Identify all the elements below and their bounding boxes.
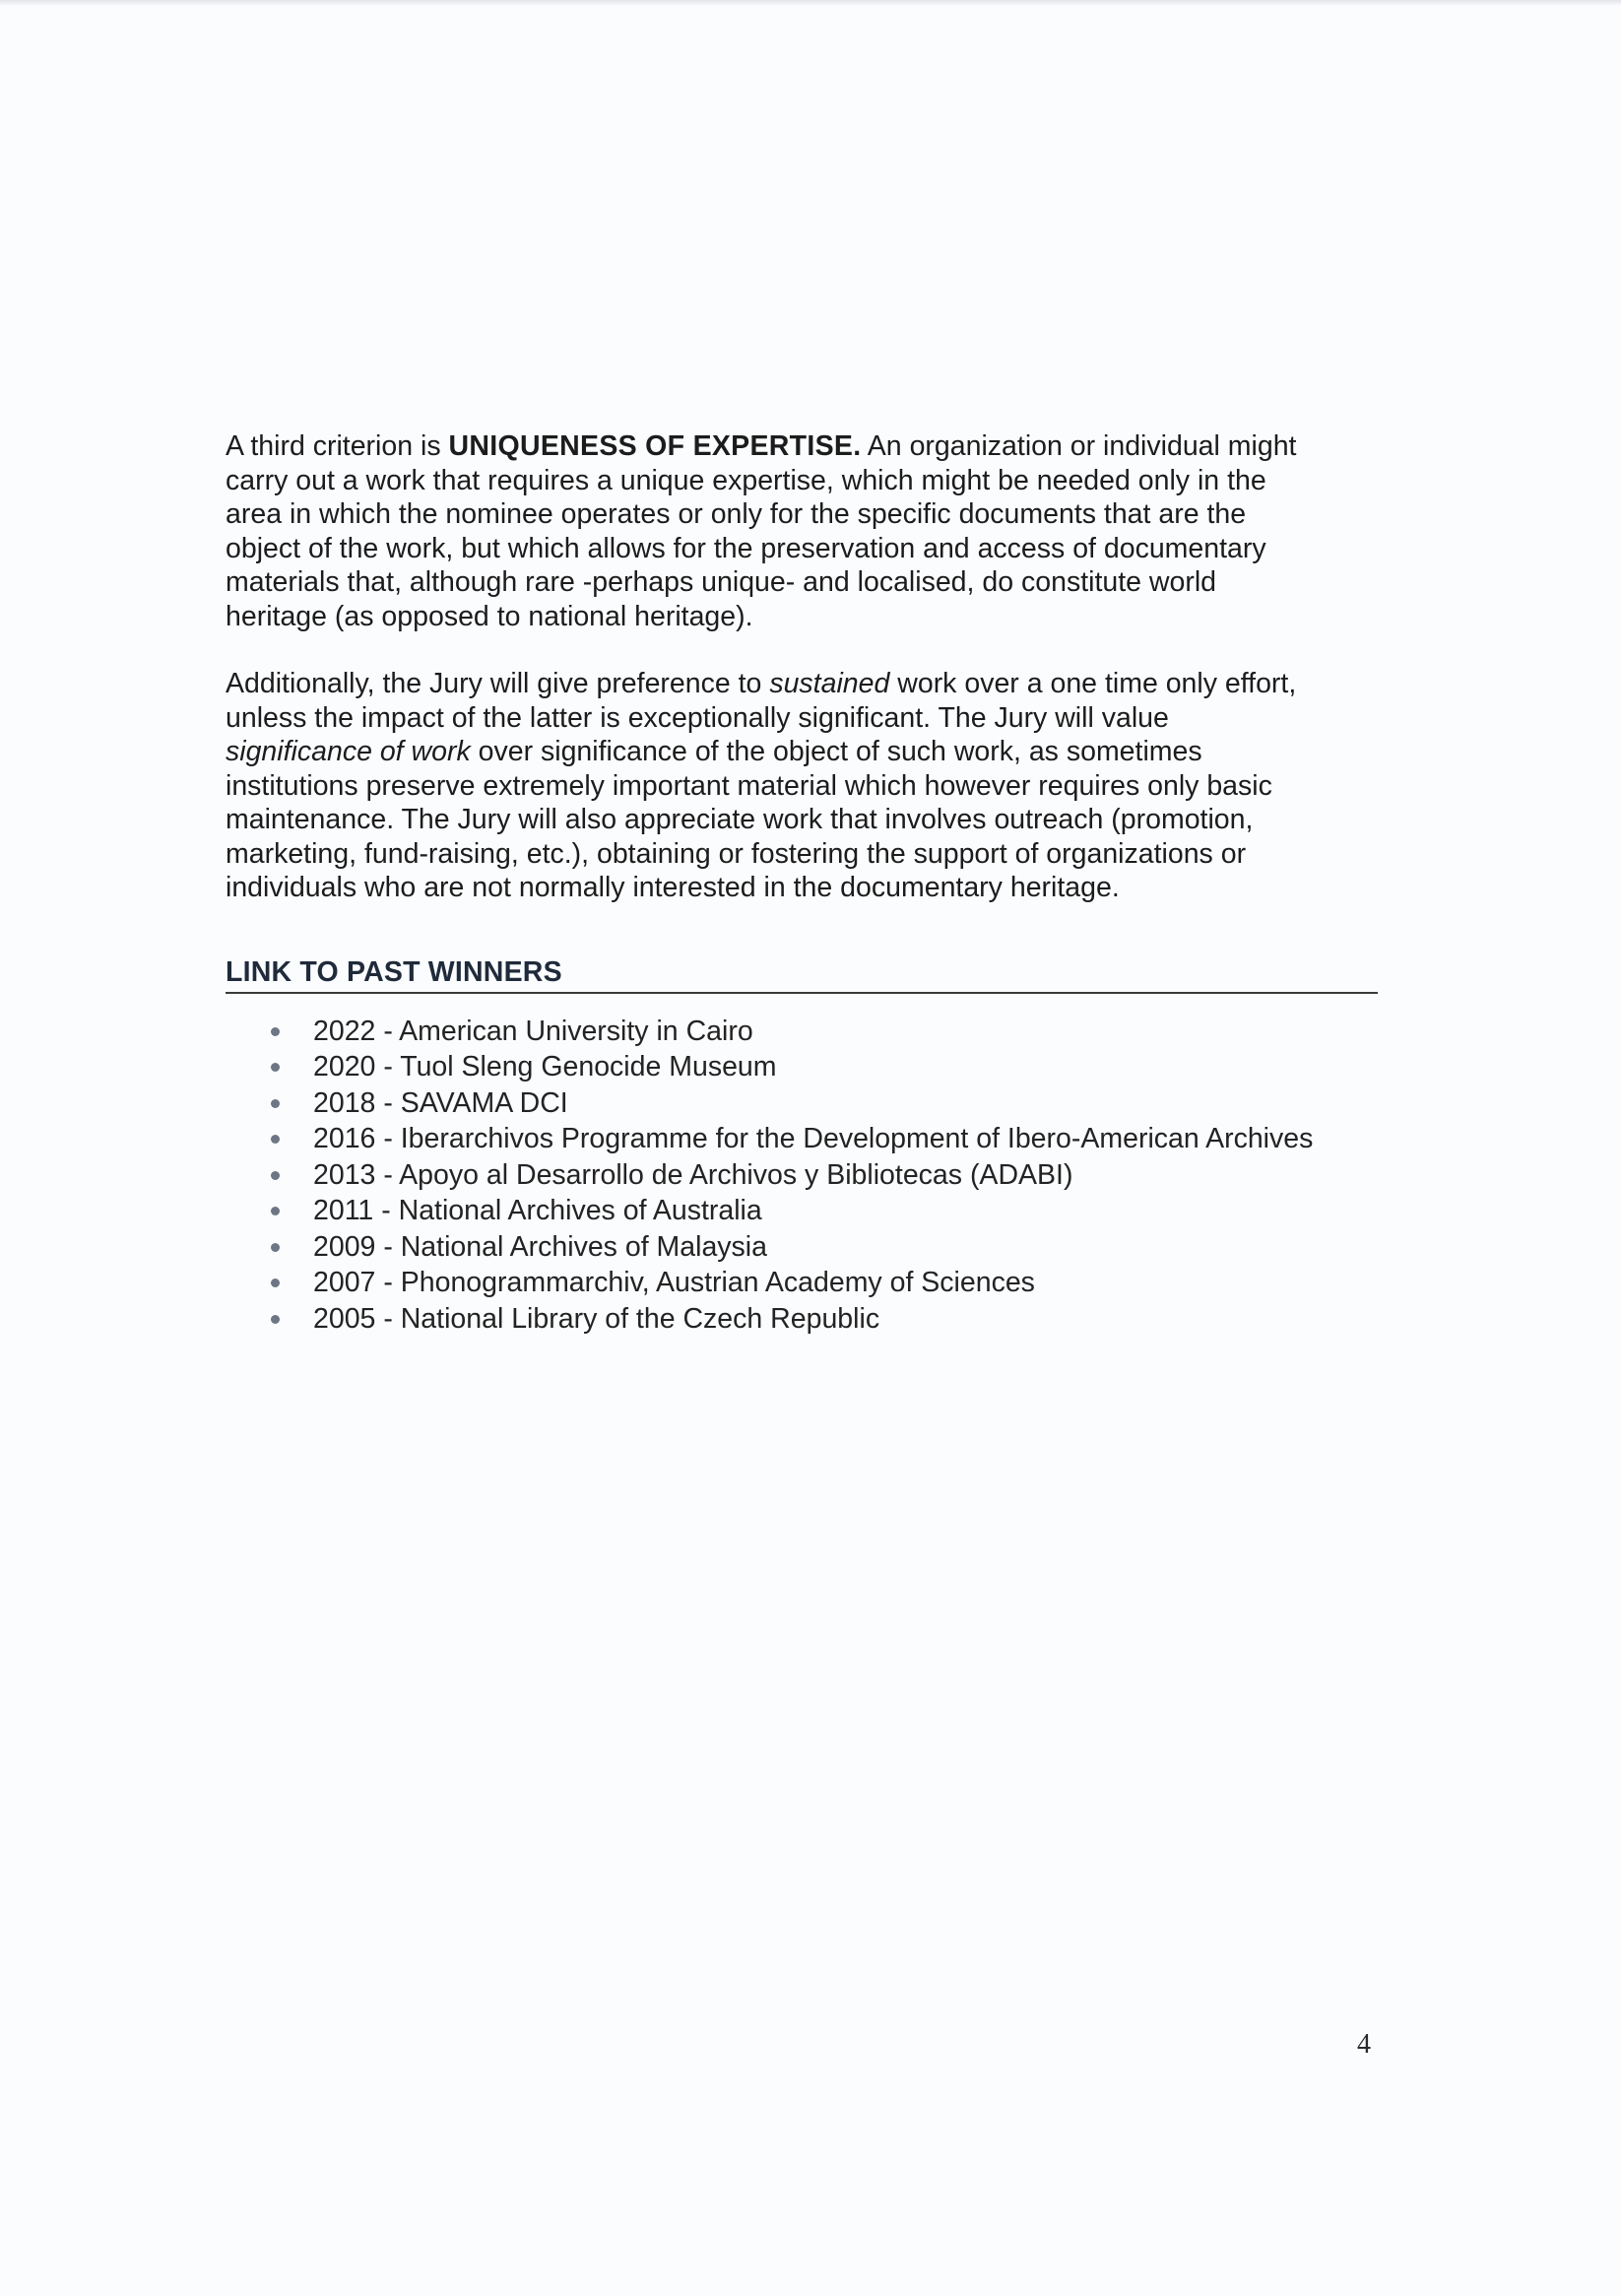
winner-label: 2020 - Tuol Sleng Genocide Museum [313,1051,777,1082]
bullet-icon [271,1027,280,1036]
winner-label: 2005 - National Library of the Czech Republic [313,1302,880,1335]
bullet-icon [271,1171,280,1180]
section-heading-past-winners: LINK TO PAST WINNERS [226,956,1378,994]
list-item [226,1193,1388,1229]
winner-label: 2016 - Iberarchivos Programme for the Development of Ibero-American Archives [313,1123,1314,1154]
paragraph-uniqueness-body: An organization or individual might carry out a work that requires a unique expertise, which might be needed only in the area in which the nominee operates or only for the specific documents that are the object of the work, but which allows for the preservation and access of documentary materials that, although rare -perhaps unique- and localised, do constitute world heritage (as opposed to national heritage). [226,430,1297,632]
bullet-icon [271,1099,280,1108]
document-body [226,429,1388,1337]
winner-label: 2011 - National Archives of Australia [313,1195,762,1226]
winner-label: 2009 - National Archives of Malaysia [313,1230,767,1263]
paragraph-preferences-part1: Additionally, the Jury will give preference to [226,668,770,699]
page-number: 4 [1357,2029,1371,2060]
paragraph-uniqueness [226,429,1388,633]
bullet-icon [271,1315,280,1324]
paragraph-preferences-part3: over significance of the object of such work, as sometimes institutions preserve extremely important material which however requires only basic maintenance. The Jury will also appreciate work that involves outreach (promotion, marketing, fund-raising, etc.), obtaining or fostering the support of organizations or individuals who are not normally interested in the documentary heritage. [226,736,1272,903]
bullet-icon [271,1135,280,1144]
list-item [226,1121,1388,1157]
winner-label: 2018 - SAVAMA DCI [313,1086,568,1119]
winner-label: 2013 - Apoyo al Desarrollo de Archivos y Bibliotecas (ADABI) [313,1158,1073,1191]
emphasis-sustained: sustained [769,668,890,699]
list-item [226,1085,1388,1122]
paragraph-preferences [226,667,1388,905]
list-item [226,1049,1388,1085]
scan-edge [0,0,1621,6]
winner-label: 2022 - American University in Cairo [313,1015,753,1047]
bullet-icon [271,1279,280,1287]
bullet-icon [271,1207,280,1215]
list-item [226,1014,1388,1050]
list-item [226,1265,1388,1301]
list-item [226,1301,1388,1338]
paragraph-preferences-part2: work over a one time only effort, unless the impact of the latter is exceptionally significant. The Jury will value [226,668,1297,734]
list-item [226,1229,1388,1266]
emphasis-significance-of-work: significance of work [226,736,471,767]
past-winners-list [226,1014,1388,1338]
bullet-icon [271,1063,280,1072]
winner-label: 2007 - Phonogrammarchiv, Austrian Academy of Sciences [313,1267,1035,1298]
bullet-icon [271,1243,280,1252]
paragraph-uniqueness-intro: A third criterion is [226,430,449,462]
criterion-heading: UNIQUENESS OF EXPERTISE. [448,430,862,462]
list-item [226,1157,1388,1194]
